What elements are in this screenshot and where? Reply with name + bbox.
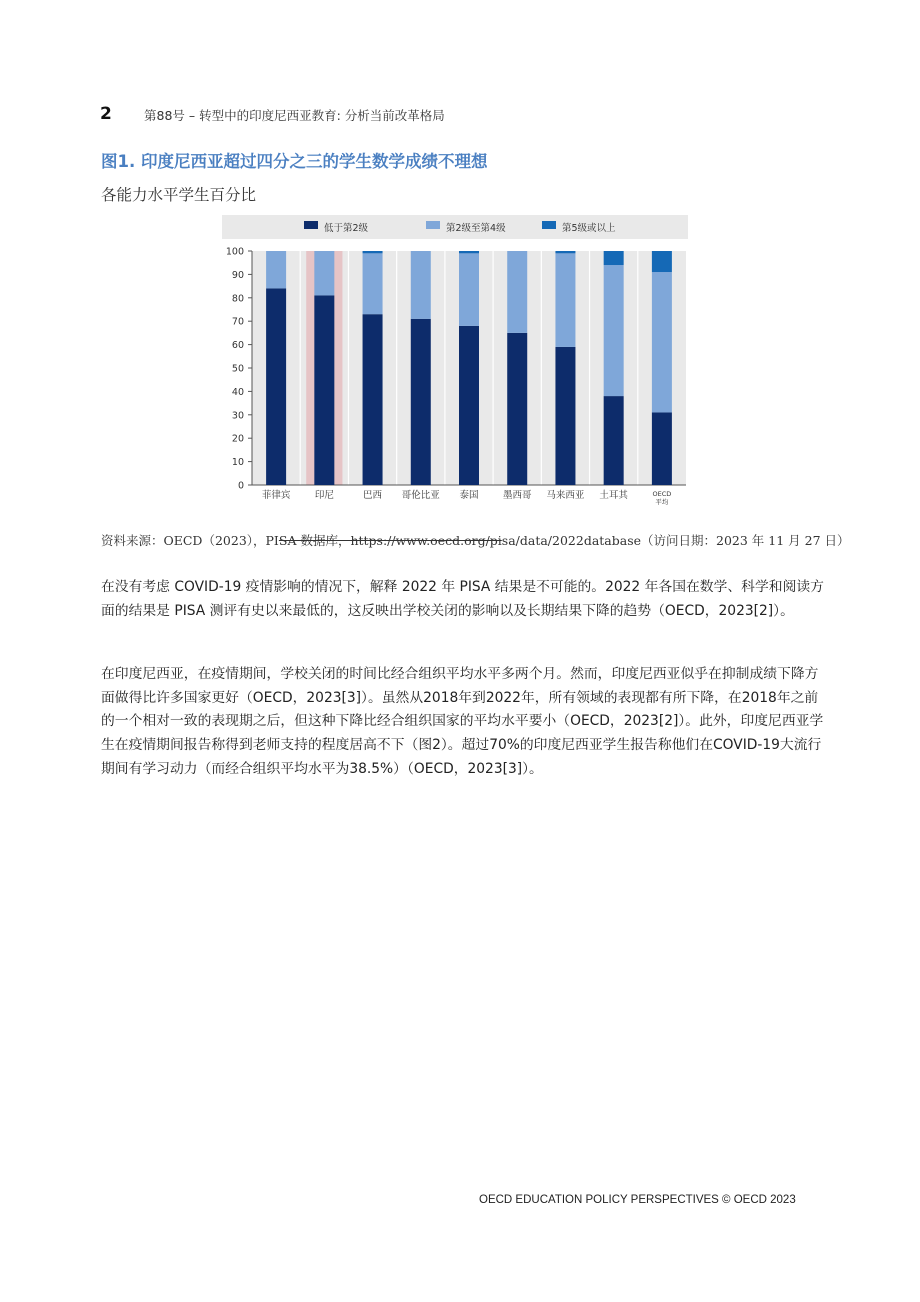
x-tick-label: 平均 — [655, 498, 669, 506]
bar-segment — [507, 333, 527, 485]
chart-container — [222, 215, 688, 511]
legend-swatch — [304, 221, 318, 229]
y-tick-label: 80 — [231, 293, 244, 305]
bar-segment — [555, 347, 575, 485]
x-tick-label: 马来西亚 — [546, 490, 585, 501]
bar-segment — [363, 251, 383, 253]
bar-segment — [555, 253, 575, 347]
bar-segment — [314, 295, 334, 485]
bar-segment — [459, 251, 479, 253]
figure-title: 图1. 印度尼西亚超过四分之三的学生数学成绩不理想 — [101, 152, 488, 171]
bar-segment — [507, 251, 527, 333]
x-tick-label: 巴西 — [363, 490, 383, 501]
y-tick-label: 40 — [231, 386, 244, 398]
legend-label: 第2级至第4级 — [446, 223, 506, 234]
y-tick-label: 10 — [231, 457, 244, 469]
legend-swatch — [542, 221, 556, 229]
y-tick-label: 30 — [231, 410, 244, 422]
bar-segment — [555, 251, 575, 253]
y-tick-label: 50 — [231, 363, 244, 375]
x-tick-label: OECD — [652, 490, 672, 498]
source-strikethrough: SA 数据库，https://www.oecd.org/pi — [278, 533, 502, 548]
x-tick-label: 墨西哥 — [502, 490, 532, 501]
bar-segment — [266, 288, 286, 485]
y-tick-label: 60 — [231, 340, 244, 352]
body-paragraph-1: 在没有考虑 COVID-19 疫情影响的情况下，解释 2022 年 PISA 结果是不可能的。2022 年各国在数学、科学和阅读方面的结果是 PISA 测评有史以来最低的，这反映出学校关闭的影响以及长期结果下降的趋势（OECD，2023[2]）。 — [101, 579, 824, 619]
bar-segment — [652, 412, 672, 485]
bar-segment — [363, 314, 383, 485]
running-header: 第88号 – 转型中的印度尼西亚教育: 分析当前改革格局 — [144, 108, 445, 123]
bar-segment — [459, 326, 479, 485]
body-paragraph-2: 在印度尼西亚，在疫情期间，学校关闭的时间比经合组织平均水平多两个月。然而，印度尼西亚似乎在抑制成绩下降方面做得比许多国家更好（OECD，2023[3]）。虽然从2018年到2022年，所有领域的表现都有所下降，在2018年之前的一个相对一致的表现期之后，但这种下降比经合组织国家的平均水平要小（OECD，2023[2]）。此外，印度尼西亚学生在疫情期间报告称得到老师支持的程度居高不下（图2）。超过70%的印度尼西亚学生报告称他们在COVID-19大流行期间有学习动力（而经合组织平均水平为38.5%）（OECD，2023[3]）。 — [101, 666, 824, 777]
bar-segment — [266, 251, 286, 288]
bar-segment — [604, 251, 624, 265]
figure-source — [101, 531, 850, 549]
bar-segment — [604, 396, 624, 485]
x-tick-label: 印尼 — [314, 490, 334, 501]
figure-subtitle: 各能力水平学生百分比 — [101, 186, 257, 204]
page-footer: OECD EDUCATION POLICY PERSPECTIVES © OECD 2023 — [479, 1194, 796, 1206]
y-tick-label: 70 — [231, 316, 244, 328]
bar-segment — [411, 319, 431, 485]
bar-segment — [652, 272, 672, 412]
stacked-bar-chart — [222, 215, 688, 507]
source-tail: sa/data/2022database（访问日期：2023 年 11 月 27 日） — [501, 533, 850, 548]
y-tick-label: 100 — [225, 246, 244, 258]
legend-label: 低于第2级 — [324, 223, 369, 234]
x-tick-label: 哥伦比亚 — [401, 490, 440, 501]
page-number: 2 — [100, 104, 112, 124]
y-tick-label: 90 — [231, 269, 244, 281]
bar-segment — [604, 265, 624, 396]
legend-swatch — [426, 221, 440, 229]
bar-segment — [411, 251, 431, 319]
y-tick-label: 0 — [237, 480, 244, 492]
y-tick-label: 20 — [231, 433, 244, 445]
x-tick-label: 土耳其 — [599, 490, 628, 501]
source-lead: 资料来源：OECD（2023），PI — [101, 533, 279, 548]
bar-segment — [459, 253, 479, 326]
bar-segment — [652, 251, 672, 272]
x-tick-label: 菲律宾 — [261, 490, 291, 501]
bar-segment — [314, 251, 334, 295]
legend-label: 第5级或以上 — [562, 223, 616, 234]
bar-segment — [363, 253, 383, 314]
x-tick-label: 泰国 — [459, 490, 479, 501]
